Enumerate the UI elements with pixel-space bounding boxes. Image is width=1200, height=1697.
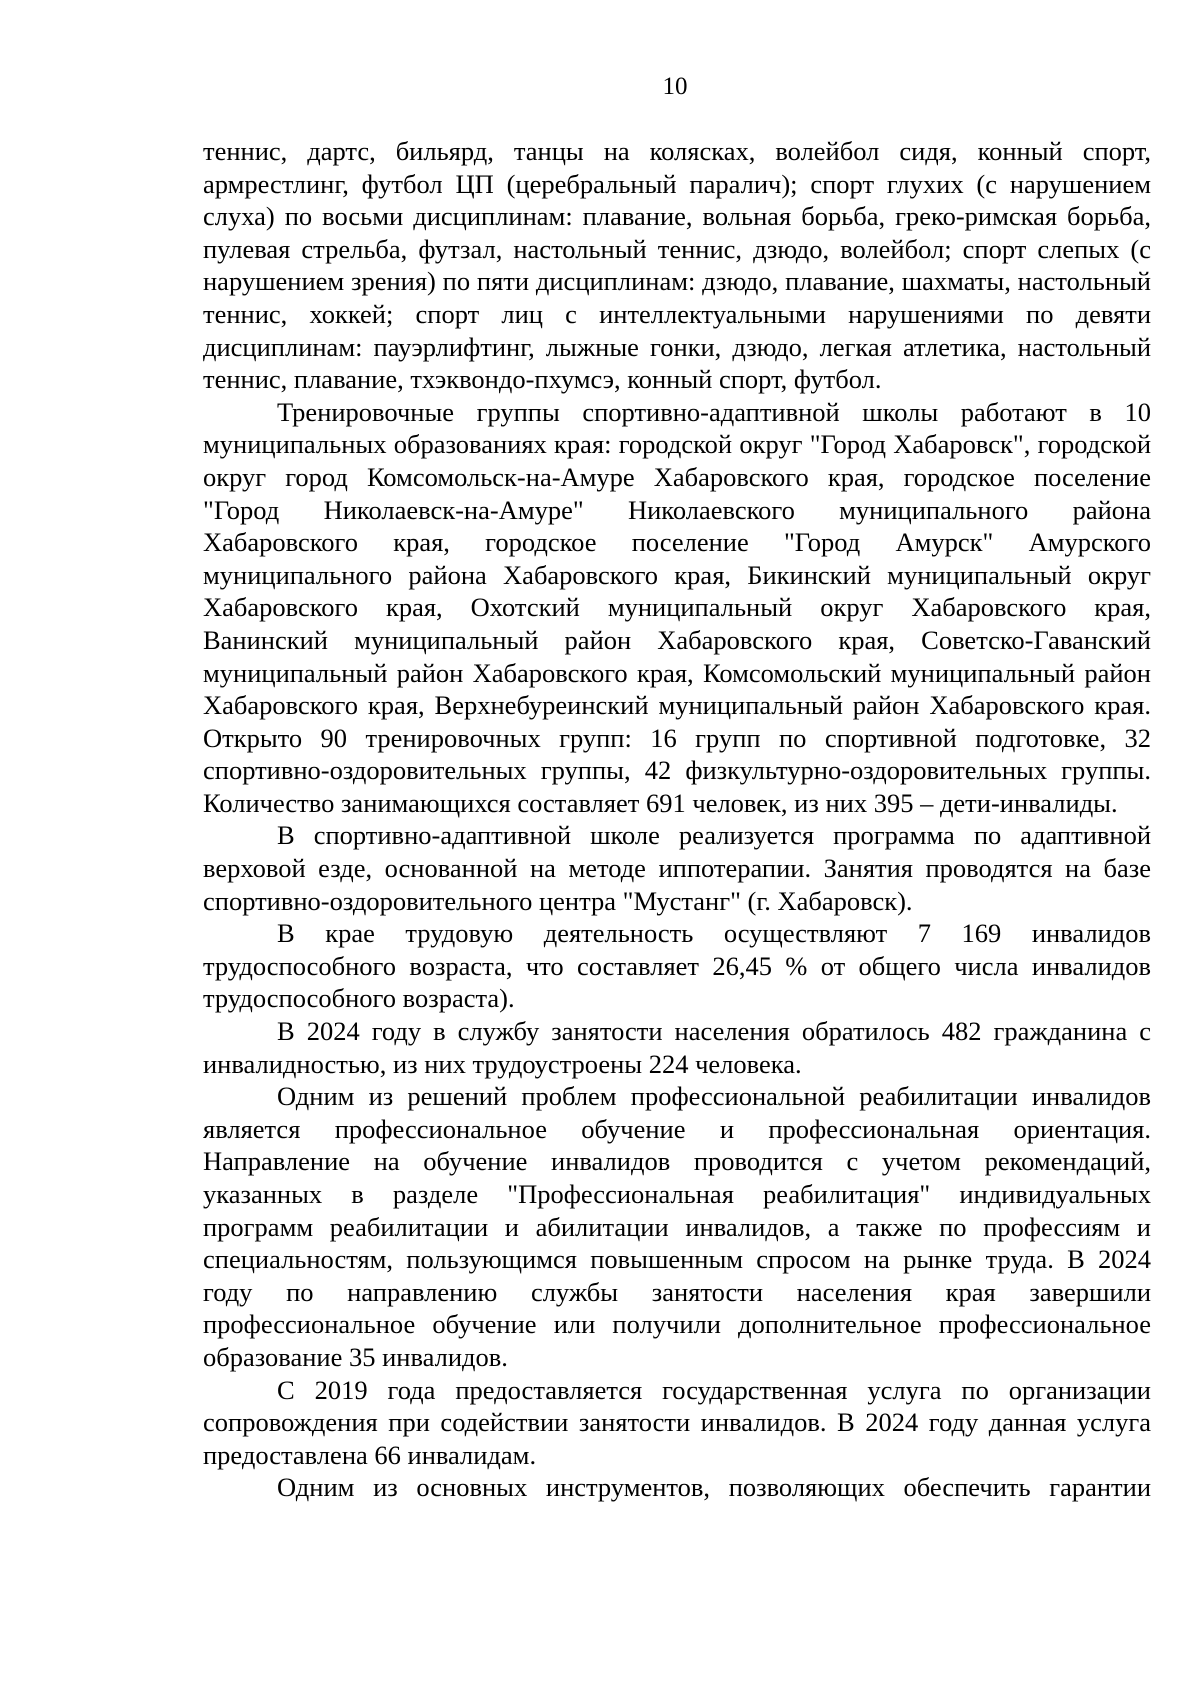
- paragraph-employment-service: В 2024 году в службу занятости населения обратилось 482 гражданина с инвалидностью, из них трудоустроены 224 человека.: [203, 1016, 1151, 1079]
- paragraph-support-service: С 2019 года предоставляется государственная услуга по организации сопровождения при содействии занятости инвалидов. В 2024 году данная услуга предоставлена 66 инвалидам.: [203, 1374, 1151, 1470]
- paragraph-professional-rehabilitation: Одним из решений проблем профессиональной реабилитации инвалидов является профессиональное обучение и профессиональная ориентация. Направление на обучение инвалидов проводится с учетом рекомендаций, указанных в разделе "Профессиональная реабилитация" индивидуальных программ реабилитации и абилитации инвалидов, а также по профессиям и специальностям, пользующимся повышенным спросом на рынке труда. В 2024 году по направлению службы занятости населения края завершили профессиональное обучение или получили дополнительное профессиональное образование 35 инвалидов.: [203, 1081, 1151, 1372]
- paragraph-horse-riding-program: В спортивно-адаптивной школе реализуется программа по адаптивной верховой езде, основанной на методе иппотерапии. Занятия проводятся на базе спортивно-оздоровительного центра "Мустанг" (г. Хабаровск).: [203, 820, 1151, 916]
- paragraph-employment-stats: В крае трудовую деятельность осуществляют 7 169 инвалидов трудоспособного возраста, что составляет 26,45 % от общего числа инвалидов трудоспособного возраста).: [203, 918, 1151, 1014]
- paragraph-training-groups: Тренировочные группы спортивно-адаптивной школы работают в 10 муниципальных образованиях края: городской округ "Город Хабаровск", городской округ город Комсомольск-на-Амуре Хабаровского края, городское поселение "Город Николаевск-на-Амуре" Николаевского муниципального района Хабаровского края, городское поселение "Город Амурск" Амурского муниципального района Хабаровского края, Бикинский муниципальный округ Хабаровского края, Охотский муниципальный округ Хабаровского края, Ванинский муниципальный район Хабаровского края, Советско-Гаванский муниципальный район Хабаровского края, Комсомольский муниципальный район Хабаровского края, Верхнебуреинский муниципальный район Хабаровского края. Открыто 90 тренировочных групп: 16 групп по спортивной подготовке, 32 спортивно-оздоровительных группы, 42 физкультурно-оздоровительных группы. Количество занимающихся составляет 691 человек, из них 395 – дети-инвалиды.: [203, 396, 1151, 818]
- paragraph-instruments: Одним из основных инструментов, позволяющих обеспечить гарантии: [277, 1472, 1151, 1503]
- page-number: 10: [662, 73, 688, 100]
- document-body: [203, 135, 1151, 1504]
- paragraph-sports-disciplines: теннис, дартс, бильярд, танцы на колясках, волейбол сидя, конный спорт, армрестлинг, футбол ЦП (церебральный паралич); спорт глухих (с нарушением слуха) по восьми дисциплинам: плавание, вольная борьба, греко-римская борьба, пулевая стрельба, футзал, настольный теннис, дзюдо, волейбол; спорт слепых (с нарушением зрения) по пяти дисциплинам: дзюдо, плавание, шахматы, настольный теннис, хоккей; спорт лиц с интеллектуальными нарушениями по девяти дисциплинам: пауэрлифтинг, лыжные гонки, дзюдо, легкая атлетика, настольный теннис, плавание, тхэквондо-пхумсэ, конный спорт, футбол.: [203, 136, 1151, 395]
